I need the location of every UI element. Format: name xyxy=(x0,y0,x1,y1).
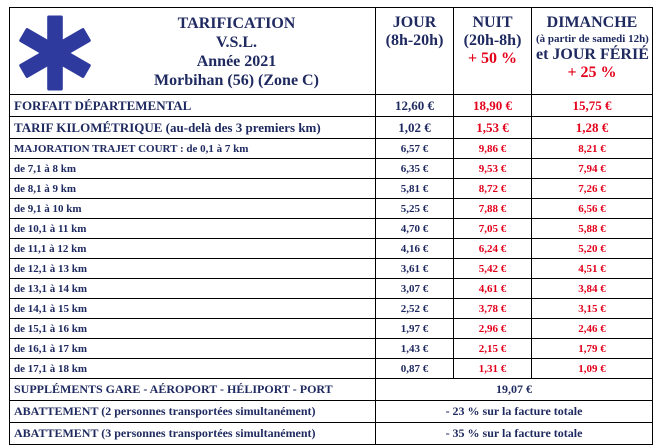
row-label: MAJORATION TRAJET COURT : de 0,1 à 7 km xyxy=(10,139,376,159)
table-row xyxy=(10,179,653,199)
row-label: de 17,1 à 18 km xyxy=(10,359,376,379)
tarif-table xyxy=(9,7,653,445)
row-label: de 7,1 à 8 km xyxy=(10,159,376,179)
row-label: de 10,1 à 11 km xyxy=(10,219,376,239)
row-label: de 11,1 à 12 km xyxy=(10,239,376,259)
row-label: de 12,1 à 13 km xyxy=(10,259,376,279)
table-row xyxy=(10,401,653,423)
row-label: de 9,1 à 10 km xyxy=(10,199,376,219)
table-row xyxy=(10,239,653,259)
dimanche-value: 2,46 € xyxy=(532,319,653,339)
row-label: FORFAIT DÉPARTEMENTAL xyxy=(10,95,376,117)
nuit-value: 8,72 € xyxy=(454,179,532,199)
nuit-hours: (20h-8h) xyxy=(463,32,522,49)
nuit-value: 18,90 € xyxy=(454,95,532,117)
jour-value: 3,07 € xyxy=(376,279,454,299)
nuit-value: 5,42 € xyxy=(454,259,532,279)
nuit-value: 7,05 € xyxy=(454,219,532,239)
table-row xyxy=(10,339,653,359)
jour-value: 2,52 € xyxy=(376,299,454,319)
jour-hours: (8h-20h) xyxy=(385,32,444,49)
dimanche-value: 7,26 € xyxy=(532,179,653,199)
nuit-value: 2,15 € xyxy=(454,339,532,359)
supplement-value: 19,07 € xyxy=(376,379,653,401)
row-label: de 15,1 à 16 km xyxy=(10,319,376,339)
jour-value: 5,81 € xyxy=(376,179,454,199)
title-cell xyxy=(10,8,376,95)
dimanche-from: (à partir de samedi 12h) xyxy=(536,33,649,45)
dimanche-value: 4,51 € xyxy=(532,259,653,279)
table-row xyxy=(10,219,653,239)
jour-title: JOUR xyxy=(392,14,437,31)
table-row xyxy=(10,279,653,299)
dimanche-value: 1,28 € xyxy=(532,117,653,139)
dimanche-value: 15,75 € xyxy=(532,95,653,117)
row-label: de 8,1 à 9 km xyxy=(10,179,376,199)
column-header-jour xyxy=(376,8,454,95)
nuit-value: 7,88 € xyxy=(454,199,532,219)
table-row xyxy=(10,319,653,339)
dimanche-value: 1,79 € xyxy=(532,339,653,359)
jour-value: 12,60 € xyxy=(376,95,454,117)
row-label: TARIF KILOMÉTRIQUE (au-delà des 3 premiers km) xyxy=(10,117,376,139)
jour-value: 5,25 € xyxy=(376,199,454,219)
nuit-value: 1,31 € xyxy=(454,359,532,379)
row-label: ABATTEMENT (2 personnes transportées simultanément) xyxy=(10,401,376,423)
nuit-value: 9,53 € xyxy=(454,159,532,179)
dimanche-value: 8,21 € xyxy=(532,139,653,159)
title-line-3: Année 2021 xyxy=(196,53,277,70)
nuit-value: 1,53 € xyxy=(454,117,532,139)
row-label: de 16,1 à 17 km xyxy=(10,339,376,359)
nuit-value: 9,86 € xyxy=(454,139,532,159)
jour-value: 4,70 € xyxy=(376,219,454,239)
column-header-nuit xyxy=(454,8,532,95)
table-row xyxy=(10,139,653,159)
jour-value: 4,16 € xyxy=(376,239,454,259)
nuit-value: 6,24 € xyxy=(454,239,532,259)
table-row xyxy=(10,159,653,179)
table-row xyxy=(10,299,653,319)
abattement-value: - 35 % sur la facture totale xyxy=(376,423,653,445)
table-row xyxy=(10,117,653,139)
jour-ferie-title: et JOUR FÉRIÉ xyxy=(536,46,649,63)
nuit-value: 3,78 € xyxy=(454,299,532,319)
jour-value: 6,35 € xyxy=(376,159,454,179)
row-label: de 13,1 à 14 km xyxy=(10,279,376,299)
star-of-life-icon xyxy=(16,14,94,92)
nuit-value: 4,61 € xyxy=(454,279,532,299)
nuit-title: NUIT xyxy=(472,14,513,31)
dimanche-value: 1,09 € xyxy=(532,359,653,379)
jour-value: 1,43 € xyxy=(376,339,454,359)
table-row xyxy=(10,379,653,401)
row-label: ABATTEMENT (3 personnes transportées simultanément) xyxy=(10,423,376,445)
jour-value: 6,57 € xyxy=(376,139,454,159)
dimanche-value: 3,84 € xyxy=(532,279,653,299)
dimanche-value: 7,94 € xyxy=(532,159,653,179)
row-label: de 14,1 à 15 km xyxy=(10,299,376,319)
document-title xyxy=(102,14,371,90)
dimanche-title: DIMANCHE xyxy=(546,14,638,31)
row-label: SUPPLÉMENTS GARE - AÉROPORT - HÉLIPORT - PORT xyxy=(10,379,376,401)
title-line-4: Morbihan (56) (Zone C) xyxy=(154,72,319,89)
dimanche-value: 6,56 € xyxy=(532,199,653,219)
dimanche-surcharge: + 25 % xyxy=(567,64,617,81)
table-row xyxy=(10,199,653,219)
title-line-2: V.S.L. xyxy=(215,34,258,51)
table-row xyxy=(10,259,653,279)
dimanche-value: 3,15 € xyxy=(532,299,653,319)
header-row xyxy=(10,8,653,95)
title-line-1: TARIFICATION xyxy=(177,15,296,32)
nuit-surcharge: + 50 % xyxy=(467,50,518,67)
table-row xyxy=(10,423,653,445)
dimanche-value: 5,88 € xyxy=(532,219,653,239)
jour-value: 1,02 € xyxy=(376,117,454,139)
nuit-value: 2,96 € xyxy=(454,319,532,339)
abattement-value: - 23 % sur la facture totale xyxy=(376,401,653,423)
jour-value: 0,87 € xyxy=(376,359,454,379)
table-row xyxy=(10,359,653,379)
column-header-dimanche xyxy=(532,8,653,95)
table-row xyxy=(10,95,653,117)
dimanche-value: 5,20 € xyxy=(532,239,653,259)
jour-value: 1,97 € xyxy=(376,319,454,339)
jour-value: 3,61 € xyxy=(376,259,454,279)
